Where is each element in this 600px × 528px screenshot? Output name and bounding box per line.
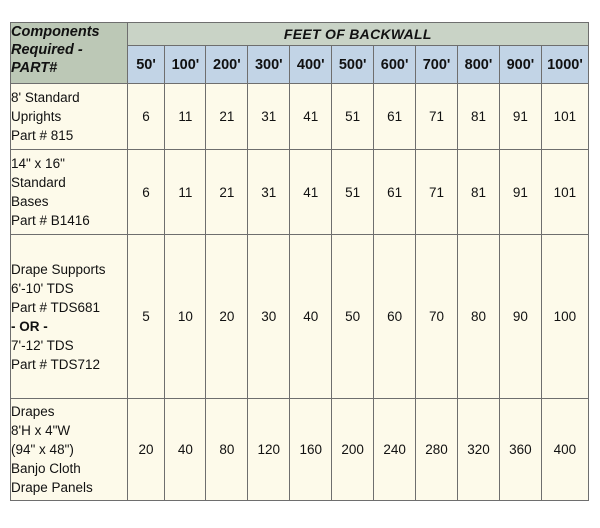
quantity-cell: 31 — [248, 84, 290, 150]
component-line: Part # 815 — [11, 128, 74, 143]
quantity-cell: 101 — [541, 150, 588, 235]
component-line: Drape Panels — [11, 480, 93, 495]
component-line: (94" x 48") — [11, 442, 74, 457]
quantity-cell: 41 — [290, 84, 332, 150]
components-header-line: Components — [11, 24, 100, 40]
quantity-cell: 60 — [374, 235, 416, 399]
component-line: 6'-10' TDS — [11, 280, 74, 296]
quantity-cell: 41 — [290, 150, 332, 235]
column-header: 100' — [165, 46, 206, 84]
column-header: 900' — [499, 46, 541, 84]
component-line: Part # TDS681 — [11, 299, 101, 315]
backwall-components-table — [10, 22, 589, 501]
table-row — [11, 150, 589, 235]
quantity-cell: 11 — [165, 150, 206, 235]
quantity-cell: 80 — [206, 399, 248, 501]
table-row — [11, 399, 589, 501]
quantity-cell: 31 — [248, 150, 290, 235]
column-header: 400' — [290, 46, 332, 84]
component-line: Banjo Cloth — [11, 461, 81, 476]
feet-of-backwall-header: FEET OF BACKWALL — [127, 23, 588, 46]
quantity-cell: 6 — [127, 84, 165, 150]
component-line: Standard — [11, 175, 66, 190]
quantity-cell: 81 — [457, 150, 499, 235]
quantity-cell: 320 — [457, 399, 499, 501]
quantity-cell: 40 — [290, 235, 332, 399]
component-line: Part # B1416 — [11, 213, 90, 228]
quantity-cell: 21 — [206, 84, 248, 150]
component-line: Drape Supports — [11, 261, 106, 277]
column-header: 1000' — [541, 46, 588, 84]
components-header — [11, 23, 128, 84]
quantity-cell: 400 — [541, 399, 588, 501]
component-line: 14" x 16" — [11, 156, 65, 171]
column-header: 300' — [248, 46, 290, 84]
quantity-cell: 50 — [332, 235, 374, 399]
table-row — [11, 84, 589, 150]
table-body — [11, 84, 589, 501]
column-header: 200' — [206, 46, 248, 84]
quantity-cell: 20 — [206, 235, 248, 399]
quantity-cell: 71 — [416, 150, 458, 235]
quantity-cell: 11 — [165, 84, 206, 150]
column-header: 600' — [374, 46, 416, 84]
quantity-cell: 51 — [332, 84, 374, 150]
quantity-cell: 91 — [499, 84, 541, 150]
components-header-line: Required - — [11, 42, 83, 58]
table-row — [11, 235, 589, 399]
component-cell — [11, 399, 128, 501]
quantity-cell: 61 — [374, 84, 416, 150]
column-header: 700' — [416, 46, 458, 84]
component-line: Part # TDS712 — [11, 356, 101, 372]
quantity-cell: 81 — [457, 84, 499, 150]
quantity-cell: 40 — [165, 399, 206, 501]
components-header-line: PART# — [11, 60, 58, 76]
component-line: Drapes — [11, 404, 55, 419]
quantity-cell: 80 — [457, 235, 499, 399]
column-header: 500' — [332, 46, 374, 84]
column-header: 50' — [127, 46, 165, 84]
component-line: Bases — [11, 194, 49, 209]
column-header: 800' — [457, 46, 499, 84]
quantity-cell: 61 — [374, 150, 416, 235]
quantity-cell: 51 — [332, 150, 374, 235]
component-line: 8' Standard — [11, 90, 80, 105]
component-cell — [11, 150, 128, 235]
quantity-cell: 90 — [499, 235, 541, 399]
quantity-cell: 101 — [541, 84, 588, 150]
component-line: Uprights — [11, 109, 62, 124]
quantity-cell: 20 — [127, 399, 165, 501]
quantity-cell: 5 — [127, 235, 165, 399]
quantity-cell: 200 — [332, 399, 374, 501]
quantity-cell: 71 — [416, 84, 458, 150]
component-line: - OR - — [11, 318, 48, 334]
component-cell — [11, 235, 128, 399]
quantity-cell: 10 — [165, 235, 206, 399]
quantity-cell: 160 — [290, 399, 332, 501]
quantity-cell: 6 — [127, 150, 165, 235]
quantity-cell: 240 — [374, 399, 416, 501]
quantity-cell: 360 — [499, 399, 541, 501]
quantity-cell: 30 — [248, 235, 290, 399]
component-line: 8'H x 4"W — [11, 423, 71, 438]
quantity-cell: 100 — [541, 235, 588, 399]
quantity-cell: 91 — [499, 150, 541, 235]
component-line: 7'-12' TDS — [11, 337, 74, 353]
quantity-cell: 21 — [206, 150, 248, 235]
quantity-cell: 70 — [416, 235, 458, 399]
quantity-cell: 120 — [248, 399, 290, 501]
component-cell — [11, 84, 128, 150]
quantity-cell: 280 — [416, 399, 458, 501]
